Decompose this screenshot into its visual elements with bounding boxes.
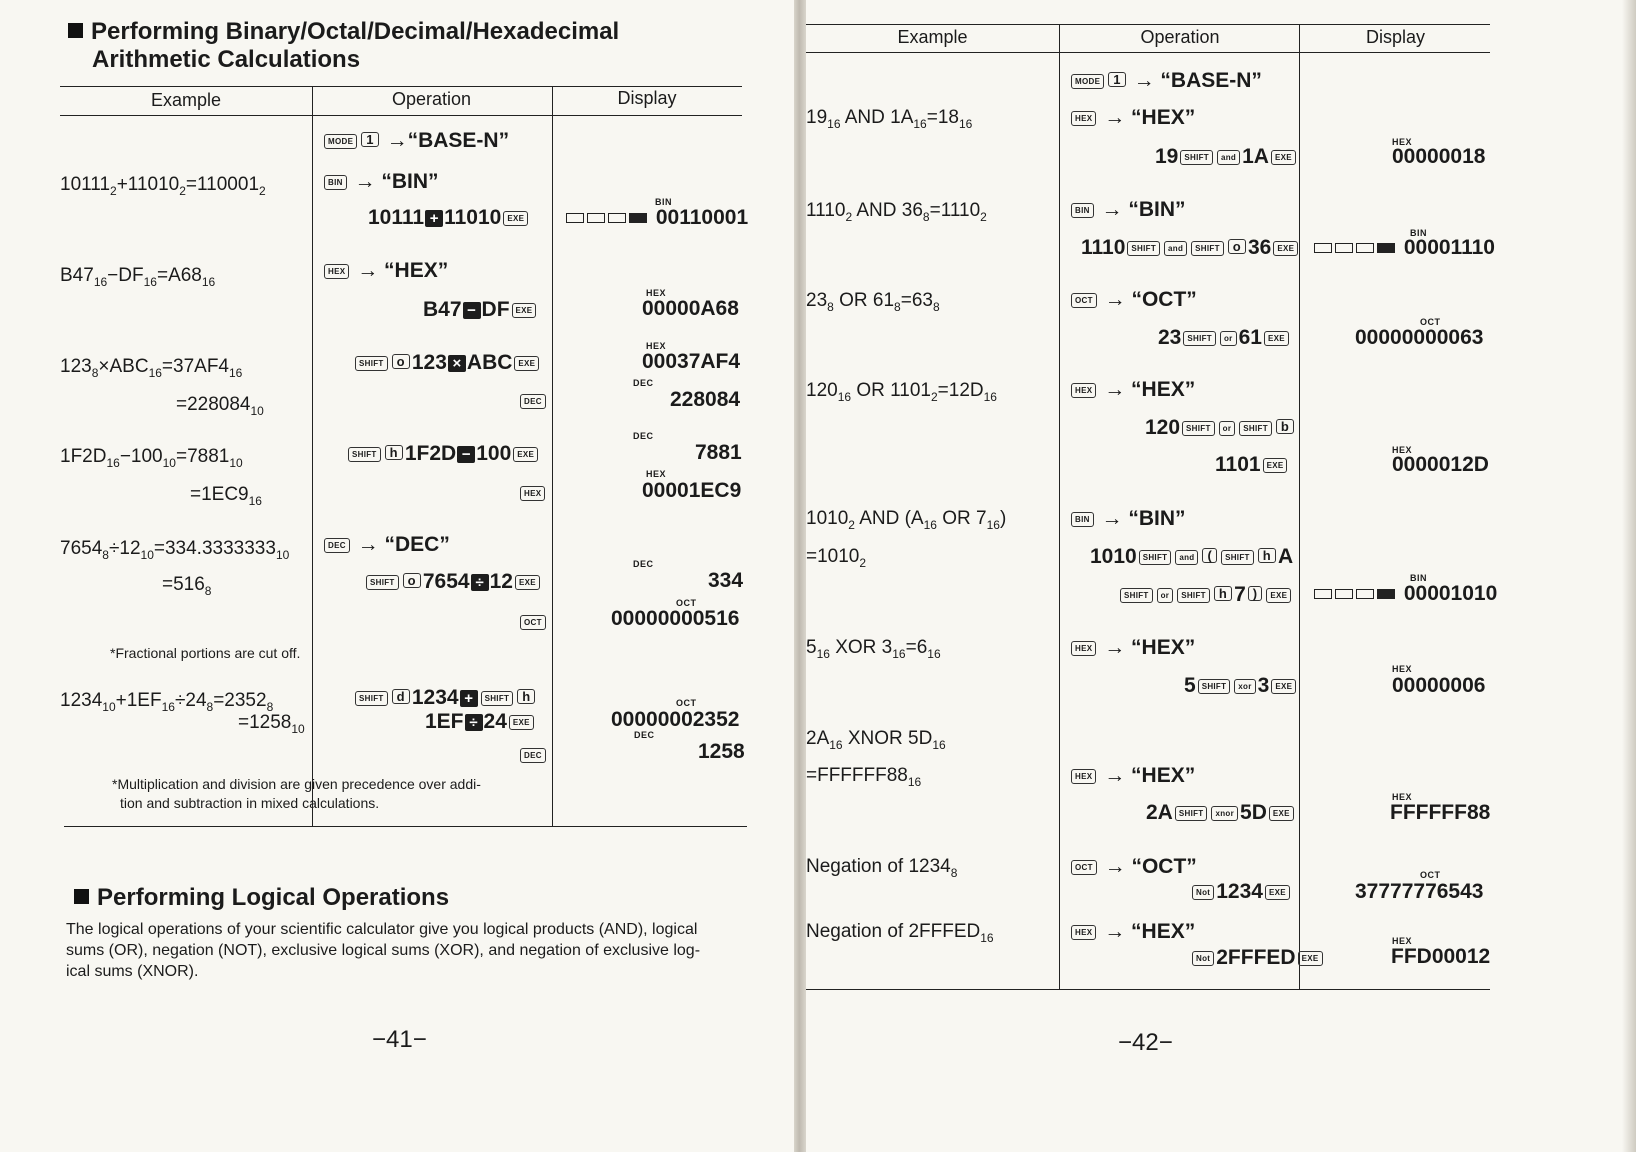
example-and-or-bin-result: $=1010_2$ <box>806 546 867 570</box>
op-text: → “HEX” <box>1104 764 1196 787</box>
shift-key: SHIFT <box>366 575 399 590</box>
indicator-dec: DEC <box>634 730 655 740</box>
exe-key: EXE <box>1273 241 1298 256</box>
left-page <box>0 0 794 1152</box>
op-and-or-sequence-1 <box>1090 545 1293 569</box>
minus-key-icon: − <box>463 302 481 319</box>
op-hex <box>1069 378 1195 402</box>
example-xor: $5_{16}$ XOR $3_{16}=6_{16}$ <box>806 637 941 661</box>
exe-key: EXE <box>1271 150 1296 165</box>
table-bottom-rule <box>64 826 747 827</box>
indicator-hex: HEX <box>1392 792 1413 802</box>
hex-key: HEX <box>1071 925 1096 940</box>
display-00000018: 00000018 <box>1392 145 1486 168</box>
h-key: h <box>385 445 403 460</box>
exe-key: EXE <box>514 356 539 371</box>
col-header-operation: Operation <box>391 89 472 109</box>
example-or-hex: $120_{16}$ OR $1101_2=12D_{16}$ <box>806 380 997 404</box>
example-hex-sub: $B47_{16}-DF_{16}=A68_{16}$ <box>60 265 216 289</box>
op-text: → “OCT” <box>1104 288 1197 311</box>
display-value: 00001010 <box>1403 582 1498 605</box>
display-oct-516: 00000000516 <box>611 607 740 630</box>
display-hex-1ec9: 00001EC9 <box>642 479 742 502</box>
op-negation-oct-sequence <box>1190 880 1292 904</box>
op-operand: 7654 <box>422 570 470 593</box>
or-key: or <box>1219 421 1236 436</box>
op-or-hex-sequence-1 <box>1145 416 1296 440</box>
exe-key: EXE <box>1264 331 1289 346</box>
mode-key: MODE <box>1071 74 1104 89</box>
display-box-icon <box>608 213 626 223</box>
op-hex-key <box>518 481 547 505</box>
oct-key: OCT <box>1071 293 1097 308</box>
op-operand: 10111 <box>368 206 425 229</box>
op-hex <box>1069 764 1195 788</box>
dec-key: DEC <box>520 394 546 409</box>
op-text: → “OCT” <box>1104 855 1197 878</box>
note-precedence-2: tion and subtraction in mixed calculations. <box>120 795 380 811</box>
example-xnor-result: $=FFFFFF88_{16}$ <box>806 765 922 789</box>
shift-key: SHIFT <box>348 447 381 462</box>
h-key: h <box>1214 586 1232 601</box>
one-key: 1 <box>361 132 379 147</box>
indicator-oct: OCT <box>676 598 697 608</box>
indicator-hex: HEX <box>1392 664 1413 674</box>
display-00001110 <box>1314 236 1495 260</box>
exe-key: EXE <box>513 447 538 462</box>
indicator-bin: BIN <box>1410 573 1427 583</box>
op-dec-key <box>518 743 548 767</box>
logic-paragraph-2: sums (OR), negation (NOT), exclusive logical sums (XOR), and negation of exclusive log- <box>66 942 701 959</box>
plus-key-icon: + <box>460 690 478 707</box>
shift-key: SHIFT <box>1191 241 1224 256</box>
op-text: → “BIN” <box>1101 198 1186 221</box>
display-FFD00012: FFD00012 <box>1391 945 1491 968</box>
op-text: → “HEX” <box>1104 920 1196 943</box>
op-operand: B47 <box>423 298 462 321</box>
exe-key: EXE <box>512 303 537 318</box>
right-page <box>806 0 1636 1152</box>
hex-key: HEX <box>1071 111 1096 126</box>
display-box-icon <box>1314 243 1332 253</box>
op-operand: 24 <box>483 710 507 733</box>
op-operand: 2A <box>1146 801 1173 824</box>
shift-key: SHIFT <box>1139 550 1172 565</box>
not-key: Not <box>1192 885 1214 900</box>
display-FFFFFF88: FFFFFF88 <box>1390 801 1491 824</box>
indicator-dec: DEC <box>633 431 654 441</box>
bin-key: BIN <box>1071 512 1094 527</box>
indicator-hex: HEX <box>646 341 667 351</box>
op-operand: 61 <box>1238 326 1262 349</box>
indicator-oct: OCT <box>1420 317 1441 327</box>
example-negation-oct: Negation of $1234_8$ <box>806 856 958 880</box>
exe-key: EXE <box>1263 458 1288 473</box>
indicator-oct: OCT <box>1420 870 1441 880</box>
display-box-icon <box>587 213 605 223</box>
op-text: → “DEC” <box>357 533 450 556</box>
op-operand: 1234 <box>411 686 459 709</box>
mode-key: MODE <box>324 134 357 149</box>
o-key: o <box>392 354 410 369</box>
display-0000012D: 0000012D <box>1392 453 1489 476</box>
display-mult-dec: 228084 <box>670 388 741 411</box>
example-mult: $123_8\times ABC_{16}=37AF4_{16}$ <box>60 356 243 380</box>
op-text: → “HEX” <box>1104 106 1196 129</box>
op-mode-base-n <box>1069 69 1262 93</box>
shift-key: SHIFT <box>1120 588 1153 603</box>
example-or-oct: $23_8$ OR $61_8=63_8$ <box>806 290 940 314</box>
op-operand: 12 <box>489 570 513 593</box>
divide-key-icon: ÷ <box>465 714 483 731</box>
table-top-rule <box>806 24 1490 25</box>
oct-key: OCT <box>520 615 546 630</box>
op-operand: 1110 <box>1081 236 1126 259</box>
display-box-filled-icon <box>1377 243 1395 253</box>
op-operand: 1F2D <box>404 442 457 465</box>
example-mixed-dec: $=1258_{10}$ <box>238 712 305 736</box>
display-box-icon <box>1335 589 1353 599</box>
op-mixed-sequence-2 <box>425 710 536 734</box>
example-and-bin: $1110_2$ AND $36_8=1110_2$ <box>806 200 987 224</box>
indicator-hex: HEX <box>1392 137 1413 147</box>
op-oct <box>1069 288 1197 312</box>
section-title-line2: Arithmetic Calculations <box>92 46 361 73</box>
op-text: → “HEX” <box>1104 378 1196 401</box>
op-xnor-sequence <box>1146 801 1296 825</box>
op-text: → “HEX” <box>1104 636 1196 659</box>
display-box-icon <box>1356 243 1374 253</box>
display-box-icon <box>1356 589 1374 599</box>
exe-key: EXE <box>509 715 534 730</box>
col-divider-2 <box>1299 24 1300 990</box>
col-header-display: Display <box>1365 27 1426 47</box>
display-bin-result <box>566 206 748 230</box>
op-dec <box>322 533 450 557</box>
op-text: → “BIN” <box>354 170 439 193</box>
col-divider-1 <box>312 86 313 826</box>
exe-key: EXE <box>1298 951 1323 966</box>
display-box-filled-icon <box>629 213 647 223</box>
display-box-icon <box>1314 589 1332 599</box>
op-operand: 5 <box>1184 674 1196 697</box>
op-or-oct-sequence <box>1158 326 1291 350</box>
op-bin <box>1069 198 1186 222</box>
indicator-hex: HEX <box>1392 936 1413 946</box>
op-text: → “BIN” <box>1101 507 1186 530</box>
example-mixed: $1234_{10}+1EF_{16}\div 24_8=2352_8$ <box>60 690 274 714</box>
display-box-icon <box>1335 243 1353 253</box>
table-header-rule <box>806 52 1490 53</box>
bullet-square-icon <box>68 23 83 38</box>
times-key-icon: × <box>448 355 466 372</box>
exe-key: EXE <box>503 211 528 226</box>
op-hex <box>1069 106 1195 130</box>
op-operand: 100 <box>476 442 512 465</box>
exe-key: EXE <box>1265 885 1290 900</box>
h-key: h <box>1258 548 1276 563</box>
shift-key: SHIFT <box>1198 679 1231 694</box>
example-hex-dec-sub: $1F2D_{16}-100_{10}=7881_{10}$ <box>60 446 243 470</box>
exe-key: EXE <box>1266 588 1291 603</box>
display-hex-sub: 00000A68 <box>642 297 739 320</box>
hex-key: HEX <box>1071 383 1096 398</box>
shift-key: SHIFT <box>355 356 388 371</box>
example-and-or-bin: $1010_2$ AND ($A_{16}$ OR $7_{16}$) <box>806 508 1007 532</box>
hex-key: HEX <box>324 264 349 279</box>
op-dec-key <box>518 389 548 413</box>
op-mult-sequence <box>353 351 541 375</box>
table-top-rule <box>60 86 742 87</box>
xor-key: xor <box>1234 679 1255 694</box>
note-fraction: *Fractional portions are cut off. <box>110 645 301 661</box>
note-precedence-1: *Multiplication and division are given precedence over addi- <box>112 776 481 792</box>
hex-key: HEX <box>520 486 545 501</box>
h-key: h <box>517 689 535 704</box>
dec-key: DEC <box>324 538 350 553</box>
op-operand: 1010 <box>1090 545 1137 568</box>
col-divider-2 <box>552 86 553 826</box>
o-key: o <box>1228 239 1246 254</box>
indicator-bin: BIN <box>1410 228 1427 238</box>
plus-key-icon: + <box>425 210 443 227</box>
op-bin <box>322 170 439 194</box>
example-negation-hex: Negation of $2FFFED_{16}$ <box>806 921 994 945</box>
op-operand: 36 <box>1248 236 1272 259</box>
shift-key: SHIFT <box>1182 421 1215 436</box>
exe-key: EXE <box>1269 806 1294 821</box>
open-paren-key: ( <box>1202 548 1217 563</box>
op-and-bin-sequence <box>1081 236 1300 260</box>
op-oct <box>1069 855 1197 879</box>
op-operand: DF <box>481 298 510 321</box>
page-number-left: −41− <box>372 1026 427 1053</box>
op-operand: 120 <box>1145 416 1181 439</box>
exe-key: EXE <box>515 575 540 590</box>
exe-key: EXE <box>1271 679 1296 694</box>
hex-key: HEX <box>1071 641 1096 656</box>
op-xor-sequence <box>1184 674 1298 698</box>
divide-key-icon: ÷ <box>471 574 489 591</box>
display-box-icon <box>566 213 584 223</box>
op-operand: 1A <box>1242 145 1269 168</box>
d-key: d <box>392 689 410 704</box>
o-key: o <box>403 573 421 588</box>
op-and-hex-sequence <box>1155 145 1298 169</box>
display-value: 00110001 <box>655 206 749 229</box>
op-hex <box>1069 636 1195 660</box>
shift-key: SHIFT <box>355 691 388 706</box>
b-key: b <box>1276 419 1294 434</box>
not-key: Not <box>1192 951 1214 966</box>
bullet-square-icon <box>74 889 89 904</box>
table-bottom-rule <box>806 989 1490 990</box>
op-operand: 7 <box>1234 583 1246 606</box>
op-operand: 5D <box>1240 801 1267 824</box>
logic-paragraph-1: The logical operations of your scientific calculator give you logical products (AND), logical <box>66 921 698 938</box>
indicator-dec: DEC <box>633 378 654 388</box>
op-text: → “HEX” <box>357 259 449 282</box>
shift-key: SHIFT <box>481 691 514 706</box>
shift-key: SHIFT <box>1177 588 1210 603</box>
op-operand: 123 <box>411 351 447 374</box>
page-number-right: −42− <box>1118 1029 1173 1056</box>
example-mult-dec: $=228084_{10}$ <box>176 394 264 418</box>
display-00000006: 00000006 <box>1392 674 1486 697</box>
indicator-hex: HEX <box>646 288 667 298</box>
example-division-oct: $=516_8$ <box>162 574 212 598</box>
oct-key: OCT <box>1071 860 1097 875</box>
book-gutter <box>794 0 806 1152</box>
op-operand: ABC <box>466 351 513 374</box>
logic-section-title <box>74 884 449 912</box>
indicator-hex: HEX <box>1392 445 1413 455</box>
display-mult-hex: 00037AF4 <box>642 350 741 373</box>
shift-key: SHIFT <box>1175 806 1208 821</box>
op-or-hex-sequence-2 <box>1215 453 1289 477</box>
op-hex-sequence <box>423 298 538 322</box>
close-paren-key: ) <box>1248 586 1263 601</box>
col-header-operation: Operation <box>1140 27 1220 47</box>
op-bin <box>1069 507 1186 531</box>
col-header-display: Display <box>617 88 677 108</box>
shift-key: SHIFT <box>1127 241 1160 256</box>
indicator-oct: OCT <box>676 698 697 708</box>
op-mode-base-n <box>322 129 509 153</box>
op-operand: 1234 <box>1216 880 1263 903</box>
example-result-hex: $=1EC9_{16}$ <box>190 484 262 508</box>
bin-key: BIN <box>1071 203 1094 218</box>
bin-key: BIN <box>324 175 347 190</box>
table-header-rule <box>60 115 742 116</box>
op-negation-hex-sequence <box>1190 946 1325 970</box>
op-operand: A <box>1277 545 1294 568</box>
indicator-bin: BIN <box>655 197 672 207</box>
op-division-sequence <box>364 570 542 594</box>
op-text: →“BASE-N” <box>386 129 510 152</box>
one-key: 1 <box>1108 72 1126 87</box>
logic-title-text: Performing Logical Operations <box>97 884 450 911</box>
shift-key: SHIFT <box>1180 150 1213 165</box>
display-dec-1258: 1258 <box>698 740 745 763</box>
op-operand: 11010 <box>444 206 502 229</box>
or-key: or <box>1157 588 1174 603</box>
indicator-dec: DEC <box>633 559 654 569</box>
dec-key: DEC <box>520 748 546 763</box>
op-operand: 23 <box>1158 326 1182 349</box>
hex-key: HEX <box>1071 769 1096 784</box>
xnor-key: xnor <box>1211 806 1238 821</box>
display-dec-334: 334 <box>708 569 744 592</box>
op-bin-sequence <box>368 206 530 230</box>
shift-key: SHIFT <box>1239 421 1272 436</box>
display-00001010 <box>1314 582 1497 606</box>
example-division: $7654_8\div 12_{10}=334.3333333_{10}$ <box>60 538 290 562</box>
and-key: and <box>1164 241 1187 256</box>
op-oct-key <box>518 610 548 634</box>
shift-key: SHIFT <box>1221 550 1254 565</box>
minus-key-icon: − <box>457 446 475 463</box>
display-box-filled-icon <box>1377 589 1395 599</box>
and-key: and <box>1217 150 1240 165</box>
op-and-or-sequence-2 <box>1118 583 1293 607</box>
display-37777776543: 37777776543 <box>1355 880 1484 903</box>
col-header-example: Example <box>897 27 968 47</box>
indicator-hex: HEX <box>646 469 667 479</box>
section-title <box>68 18 619 46</box>
display-00000000063: 00000000063 <box>1355 326 1484 349</box>
op-mixed-sequence-1 <box>353 686 537 710</box>
section-title-line1: Performing Binary/Octal/Decimal/Hexadecimal <box>91 18 620 45</box>
example-xnor: $2A_{16}$ XNOR $5D_{16}$ <box>806 728 946 752</box>
and-key: and <box>1175 550 1198 565</box>
op-operand: 2FFFED <box>1216 946 1296 969</box>
op-operand: 1101 <box>1215 453 1261 476</box>
display-dec-7881: 7881 <box>695 441 742 464</box>
op-hex <box>1069 920 1195 944</box>
logic-paragraph-3: ical sums (XNOR). <box>66 963 199 980</box>
op-hex <box>322 259 448 283</box>
display-oct-2352: 00000002352 <box>611 708 740 731</box>
op-operand: 3 <box>1257 674 1270 697</box>
op-operand: 19 <box>1155 145 1179 168</box>
op-hex-dec-sequence <box>346 442 540 466</box>
shift-key: SHIFT <box>1183 331 1216 346</box>
op-text: → “BASE-N” <box>1133 69 1262 92</box>
col-header-example: Example <box>150 90 222 110</box>
example-and-hex: $19_{16}$ AND $1A_{16}=18_{16}$ <box>806 107 973 131</box>
or-key: or <box>1220 331 1237 346</box>
op-operand: 1EF <box>425 710 464 733</box>
col-divider-1 <box>1059 24 1060 990</box>
example-bin-add: $10111_2+11010_2=110001_2$ <box>60 174 266 198</box>
display-value: 00001110 <box>1403 236 1495 259</box>
